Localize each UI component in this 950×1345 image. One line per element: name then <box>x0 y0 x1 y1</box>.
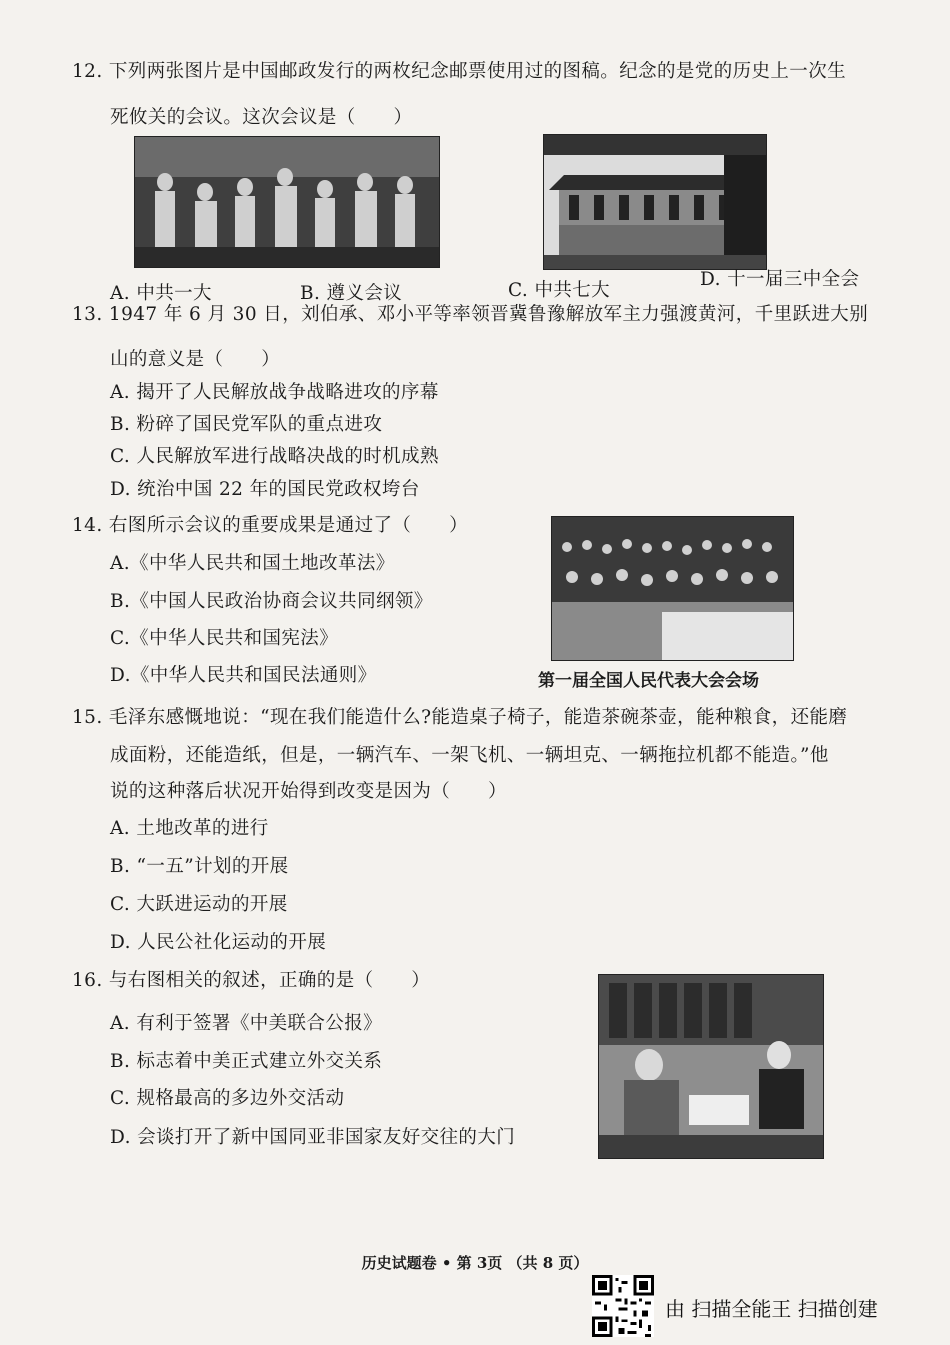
q15-option-c: C. 大跃进运动的开展 <box>110 894 288 915</box>
q14-option-b: B.《中国人民政治协商会议共同纲领》 <box>110 591 433 612</box>
q13-option-c: C. 人民解放军进行战略决战的时机成熟 <box>110 446 439 467</box>
q14-option-d: D.《中华人民共和国民法通则》 <box>110 665 377 686</box>
first-npc-hall-photo <box>551 516 794 661</box>
zunyi-meeting-painting <box>134 136 440 268</box>
q15-option-b: B. “一五”计划的开展 <box>110 856 289 877</box>
mao-nixon-meeting-photo <box>598 974 824 1159</box>
q12-option-c: C. 中共七大 <box>508 280 611 301</box>
q14-option-c: C.《中华人民共和国宪法》 <box>110 628 339 649</box>
q15-option-a: A. 土地改革的进行 <box>110 818 269 839</box>
zunyi-meeting-site-building <box>543 134 767 270</box>
q16-stem: 16. 与右图相关的叙述，正确的是（ ） <box>72 970 431 991</box>
q12-stem-line2: 死攸关的会议。这次会议是（ ） <box>110 107 413 128</box>
q16-option-a: A. 有利于签署《中美联合公报》 <box>110 1013 383 1034</box>
qr-code-icon <box>592 1275 654 1337</box>
q15-stem-line3: 说的这种落后状况开始得到改变是因为（ ） <box>110 781 507 802</box>
q12-option-a: A. 中共一大 <box>110 283 212 304</box>
q15-option-d: D. 人民公社化运动的开展 <box>110 932 327 953</box>
q16-option-d: D. 会谈打开了新中国同亚非国家友好交往的大门 <box>110 1127 516 1148</box>
q12-stem-line1: 12. 下列两张图片是中国邮政发行的两枚纪念邮票使用过的图稿。纪念的是党的历史上一次生 <box>72 61 847 82</box>
q13-option-b: B. 粉碎了国民党军队的重点进攻 <box>110 414 383 435</box>
q15-stem-line2: 成面粉，还能造纸，但是，一辆汽车、一架飞机、一辆坦克、一辆拖拉机都不能造。”他 <box>110 745 829 766</box>
q15-stem-line1: 15. 毛泽东感慨地说：“现在我们能造什么?能造桌子椅子，能造茶碗茶壶，能种粮食，还能磨 <box>72 707 848 728</box>
q14-stem: 14. 右图所示会议的重要成果是通过了（ ） <box>72 515 469 536</box>
q14-photo-caption: 第一届全国人民代表大会会场 <box>538 671 759 691</box>
q13-option-a: A. 揭开了人民解放战争战略进攻的序幕 <box>110 382 439 403</box>
q14-option-a: A.《中华人民共和国土地改革法》 <box>110 553 395 574</box>
scanner-watermark: 由 扫描全能王 扫描创建 <box>665 1297 878 1321</box>
q13-stem-line2: 山的意义是（ ） <box>110 349 281 370</box>
q16-option-c: C. 规格最高的多边外交活动 <box>110 1088 345 1109</box>
q13-stem-line1: 13. 1947 年 6 月 30 日，刘伯承、邓小平等率领晋冀鲁豫解放军主力强渡黄河，千里跃进大别 <box>72 304 869 325</box>
q16-option-b: B. 标志着中美正式建立外交关系 <box>110 1051 383 1072</box>
q12-option-d: D. 十一届三中全会 <box>700 269 860 290</box>
q13-option-d: D. 统治中国 22 年的国民党政权垮台 <box>110 479 420 500</box>
q12-option-b: B. 遵义会议 <box>300 283 403 304</box>
page-footer: 历史试题卷 • 第 3页 （共 8 页） <box>361 1254 589 1272</box>
